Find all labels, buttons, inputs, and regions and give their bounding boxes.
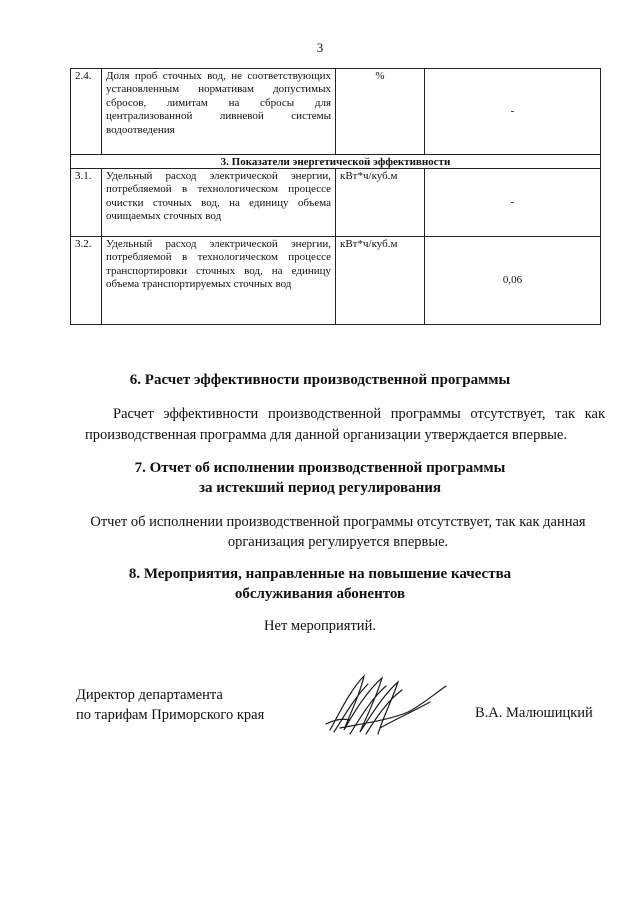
signatory-position-line1: Директор департамента — [76, 687, 223, 703]
section-title: 3. Показатели энергетической эффективности — [71, 155, 601, 169]
section-6-text: Расчет эффективности производственной программы отсутствует, так как производственная программа для данной организации утверждается впервые. — [85, 406, 605, 443]
page-number: 3 — [316, 40, 324, 55]
section-6-heading: 6. Расчет эффективности производственной программы — [129, 372, 511, 388]
row-value: 0,06 — [425, 237, 601, 325]
signatory-name: В.А. Малюшицкий — [475, 705, 593, 721]
section-7-text: Отчет об исполнении производственной программы отсутствует, так как данная организация регулируется впервые. — [90, 514, 586, 550]
row-number: 3.2. — [71, 237, 102, 325]
section-8-heading-line1: 8. Мероприятия, направленные на повышение качества — [128, 566, 512, 582]
row-number: 3.1. — [71, 169, 102, 237]
table-row — [71, 169, 601, 237]
row-indicator-name: Удельный расход электрической энергии, потребляемой в технологическом процессе транспортировки сточных вод, на единицу объема транспортируемых сточных вод — [102, 237, 336, 325]
row-value: - — [425, 169, 601, 237]
row-unit: % — [336, 69, 425, 155]
handwritten-signature — [320, 668, 450, 748]
row-indicator-name: Удельный расход электрической энергии, потребляемой в технологическом процессе очистки сточных вод, на единицу объема очищаемых сточных вод — [102, 169, 336, 237]
table-row — [71, 237, 601, 325]
row-number: 2.4. — [71, 69, 102, 155]
signatory-position-line2: по тарифам Приморского края — [76, 707, 265, 723]
section-8-heading-line2: обслуживания абонентов — [234, 586, 406, 602]
section-7-heading — [0, 458, 640, 498]
section-8-text: Нет мероприятий. — [264, 618, 376, 634]
row-unit: кВт*ч/куб.м — [336, 237, 425, 325]
table-row — [71, 69, 601, 155]
row-indicator-name: Доля проб сточных вод, не соответствующих установленным нормативам допустимых сбросов, лимитам на сбросы для централизованной ливневой системы водоотведения — [102, 69, 336, 155]
row-value: - — [425, 69, 601, 155]
section-7-heading-line1: 7. Отчет об исполнении производственной программы — [134, 460, 506, 476]
indicators-table — [70, 68, 601, 325]
section-7-heading-line2: за истекший период регулирования — [198, 480, 442, 496]
table-section-row — [71, 155, 601, 169]
section-8-heading — [0, 564, 640, 604]
row-unit: кВт*ч/куб.м — [336, 169, 425, 237]
signatory-position — [76, 685, 264, 725]
